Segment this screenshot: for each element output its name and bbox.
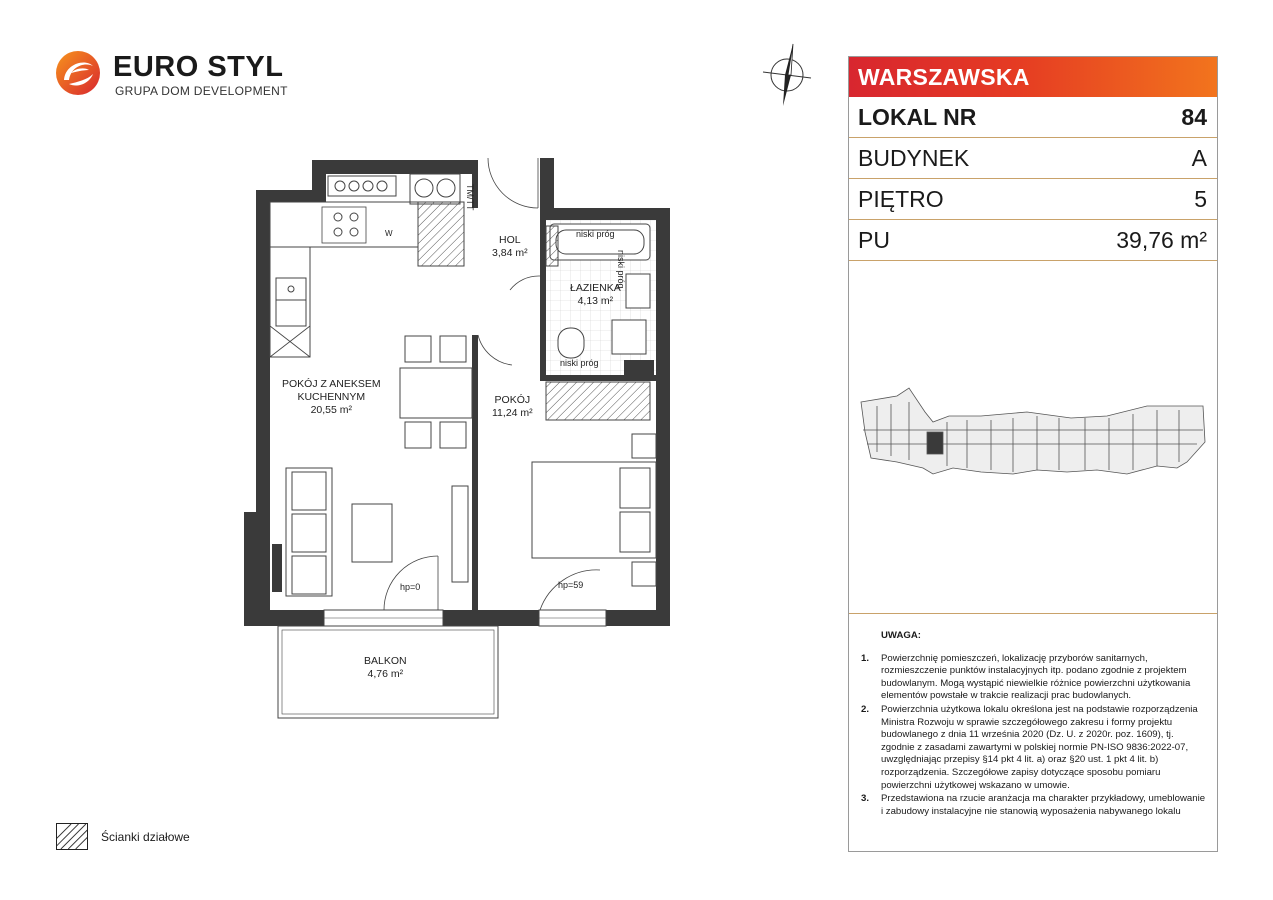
note-text: Powierzchnia użytkowa lokalu określona jest na podstawie rozporządzenia Ministra Rozwoju w sprawie szczegółowego zakresu i formy projektu budowlanego z dnia 11 września 2020 (Dz. U. z 2020r. poz. 1609), tj. zgodnie z zasadami zawartymi w polskiej normie PN-ISO 9836:2022-07, uwzględniając przepisy §14 pkt 4 lit. a) oraz §20 ust. 1 pkt 4 lit. b) rozporządzenia. Szczegółowe zapisy dotyczące sposobu pomiaru powierzchni użytkowej wskazano w umowie. [881, 703, 1198, 791]
north-arrow-icon [757, 42, 817, 108]
note-number: 3. [861, 793, 870, 805]
note-item [857, 793, 1209, 818]
info-row-lokal [849, 97, 1217, 138]
building-key-plan [857, 382, 1209, 492]
info-row-pietro [849, 179, 1217, 220]
w-label: W [385, 229, 393, 238]
room-label-balkon [364, 655, 407, 681]
info-value: 84 [1181, 104, 1207, 130]
floor-plan [240, 150, 680, 725]
room-name-hol: HOL [499, 234, 521, 246]
euro-styl-logo-icon [55, 50, 101, 96]
investment-name: WARSZAWSKA [849, 57, 1217, 97]
note-text: Przedstawiona na rzucie aranżacja ma charakter przykładowy, umeblowanie i zabudowy instalacyjne nie stanowią wyposażenia nabywanego lokalu [881, 793, 1206, 817]
info-value: A [1191, 145, 1207, 171]
notes [857, 630, 1209, 819]
room-area-lazienka: 4,13 m² [577, 295, 614, 307]
info-label: PU [858, 227, 890, 253]
info-value: 39,76 m² [1116, 227, 1207, 253]
hp-balcony-label: hp=0 [400, 582, 421, 592]
notes-title: UWAGA: [881, 630, 921, 641]
room-area-pokoj: 11,24 m² [492, 407, 533, 419]
info-label: LOKAL NR [858, 104, 977, 130]
building-key-plan-box [849, 258, 1217, 614]
info-panel [848, 56, 1218, 852]
info-label: PIĘTRO [858, 186, 944, 212]
niski-prog-label: niski próg [616, 250, 626, 289]
room-label-lazienka [570, 282, 621, 308]
info-value: 5 [1194, 186, 1207, 212]
room-area-balkon: 4,76 m² [367, 668, 404, 680]
note-number: 2. [861, 703, 870, 715]
room-name-lazienka: ŁAZIENKA [570, 282, 621, 294]
room-area-pokoj-aneks: 20,55 m² [310, 404, 353, 416]
note-item [857, 653, 1209, 703]
room-name-pokoj-aneks-2: KUCHENNYM [297, 391, 366, 403]
room-area-hol: 3,84 m² [492, 247, 528, 259]
room-label-pokoj [492, 394, 533, 420]
note-number: 1. [861, 652, 870, 664]
partition-wall-swatch [56, 823, 88, 850]
room-name-balkon: BALKON [364, 655, 407, 667]
room-name-pokoj-aneks-1: POKÓJ Z ANEKSEM [282, 378, 381, 390]
brand-name: EURO STYL [113, 51, 284, 83]
room-label-pokoj-aneks [282, 378, 381, 417]
legend-label: Ścianki działowe [101, 830, 190, 844]
tmtt-label: TM/TT [465, 184, 475, 211]
niski-prog-label: niski próg [576, 229, 615, 239]
brand-logo [55, 50, 295, 102]
info-row-budynek [849, 138, 1217, 179]
info-label: BUDYNEK [858, 145, 970, 171]
room-name-pokoj: POKÓJ [494, 394, 531, 406]
hp-window-label: hp=59 [558, 580, 584, 590]
note-text: Powierzchnię pomieszczeń, lokalizację przyborów sanitarnych, rozmieszczenie punktów instalacyjnych itp. podano zgodnie z projektem budowlanym. Mogą wystąpić niewielkie różnice powierzchni użytkowania elementów powstałe w trakcie realizacji prac budowlanych. [881, 652, 1191, 702]
niski-prog-label: niski próg [560, 358, 599, 368]
note-item [857, 704, 1209, 792]
brand-subtitle: GRUPA DOM DEVELOPMENT [115, 84, 288, 98]
room-label-hol [492, 234, 528, 260]
info-row-pu [849, 220, 1217, 261]
